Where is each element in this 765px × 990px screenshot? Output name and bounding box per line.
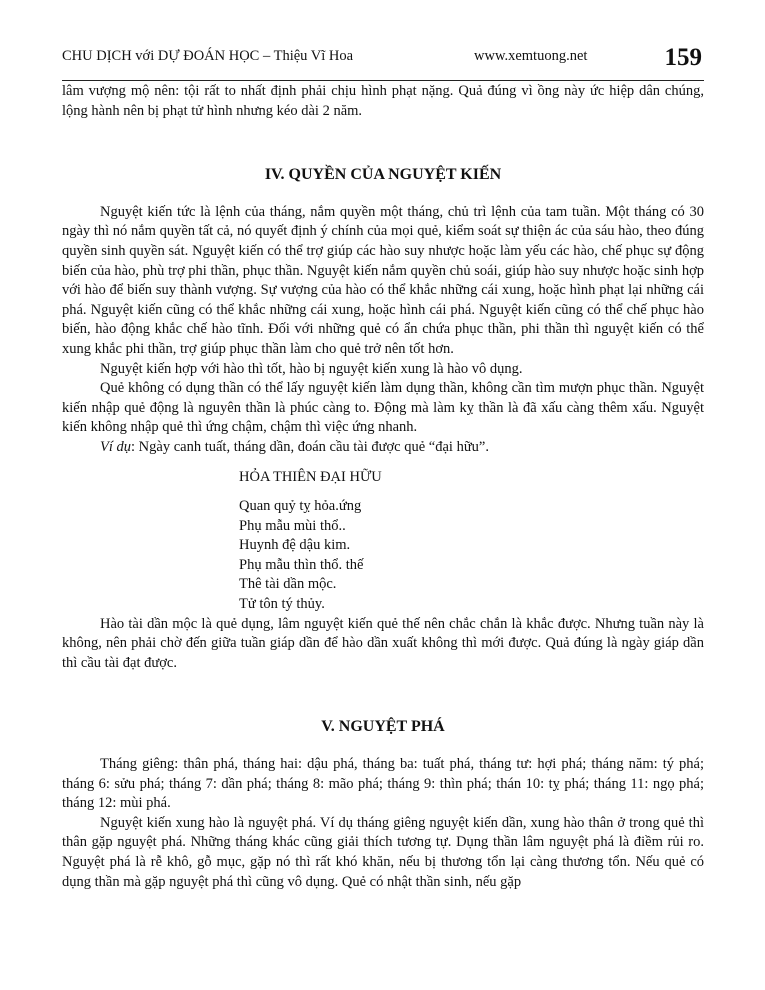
example-paragraph xyxy=(62,438,704,458)
example-text: : Ngày canh tuất, tháng dần, đoán cầu tài được quẻ “đại hữu”. xyxy=(131,438,489,455)
hexagram-line: Phụ mẫu thìn thổ. thế xyxy=(239,556,364,573)
website-link[interactable]: www.xemtuong.net xyxy=(474,48,588,64)
section-4-paragraph-2: Nguyệt kiến hợp với hào thì tốt, hào bị nguyệt kiến xung là hào vô dụng. xyxy=(100,360,523,377)
page-number: 159 xyxy=(664,44,702,71)
hexagram-name: HỎA THIÊN ĐẠI HỮU xyxy=(239,468,382,485)
hexagram-line: Phụ mẫu mùi thổ.. xyxy=(239,517,346,534)
hexagram-line: Tử tôn tý thủy. xyxy=(239,596,325,613)
page-header xyxy=(62,44,704,81)
section-4-heading: IV. QUYỀN CỦA NGUYỆT KIẾN xyxy=(264,166,502,184)
section-5-heading: V. NGUYỆT PHÁ xyxy=(321,718,445,736)
section-5-paragraph-1: Tháng giêng: thân phá, tháng hai: dậu phá, tháng ba: tuất phá, tháng tư: hợi phá; tháng năm: tý phá; tháng 6: sửu phá; tháng 7: dần phá; tháng 8: mão phá; tháng 9: thìn phá; thán 10: tỵ phá; tháng 11: ngọ phá; tháng 12: mùi phá. xyxy=(62,756,704,812)
example-label: Ví dụ xyxy=(100,438,132,455)
hexagram-line: Quan quỷ tỵ hỏa.ứng xyxy=(239,498,362,515)
section-4-paragraph-4: Hào tài dần mộc là quẻ dụng, lâm nguyệt kiến quẻ thế nên chắc chắn là khắc được. Nhưng tuần này là không, nên phải chờ đến giữa tuần giáp dần để hào dần xuất không thì mới được. Quả đúng là ngày giáp dần thì cầu tài đạt được. xyxy=(62,615,704,671)
book-title: CHU DỊCH với DỰ ĐOÁN HỌC – Thiệu Vĩ Hoa xyxy=(62,48,354,64)
hexagram-line: Thê tài dần mộc. xyxy=(239,576,337,593)
hexagram-block xyxy=(239,468,704,615)
page-body xyxy=(62,82,704,892)
intro-paragraph: lâm vượng mộ nên: tội rất to nhất định phải chịu hình phạt nặng. Quả đúng vì ồng này ức hiệp dân chúng, lộng hành nên bị phạt tử hình nhưng kéo dài 2 năm. xyxy=(62,83,704,119)
section-5-paragraph-2: Nguyệt kiến xung hào là nguyệt phá. Ví dụ tháng giêng nguyệt kiến dần, xung hào thân ở trong quẻ thì thân gặp nguyệt phá. Những tháng khác cũng giải thích tương tự. Dụng thần lâm nguyệt phá là điềm rủi ro. Nguyệt phá là rễ khô, gỗ mục, gặp nó thì rất khó khăn, nếu bị thương tổn lại càng thương tổn. Nếu quẻ có dụng thần mà gặp nguyệt phá thì cũng vô dụng. Quẻ có nhật thần sinh, nếu gặp xyxy=(62,814,704,890)
section-4-paragraph-1: Nguyệt kiến tức là lệnh của tháng, nắm quyền một tháng, chủ trì lệnh của tam tuần. Một tháng có 30 ngày thì nó nắm quyền tất cả, nó quyết định ý chính của mọi quẻ, kiểm soát sự thiện ác của sáu hào, theo đúng quyền sinh quyền sát. Nguyệt kiến có thể trợ giúp các hào suy nhược hoặc làm yếu các hào, chế phục sự động biến của hào, phù trợ phi thần, phục thần. Nguyệt kiến nắm quyền chủ soái, giúp hào suy nhược hoặc sinh hợp với hào để biến suy thành vượng. Sự vượng của hào có thể khắc những cái xung, hoặc hình phạt lại những cái phá. Nguyệt kiến cũng có thể khắc những cái xung, hoặc hình cái phá. Nguyệt kiến cũng có thể chế phục hào biến, hào động khắc chế hào tĩnh. Đối với những quẻ có ẩn chứa phục thần, phi thần thì nguyệt kiến có thể xung khắc phi thần, trợ giúp phục thần làm cho quẻ trở nên tốt hơn. xyxy=(62,203,704,357)
section-4-paragraph-3: Quẻ không có dụng thần có thể lấy nguyệt kiến làm dụng thần, không cần tìm mượn phục thần. Nguyệt kiến nhập quẻ động là nguyên thần là phúc càng to. Động mà làm kỵ thần là đã xấu càng thêm xấu. Nguyệt kiến không nhập quẻ thì ứng chậm, chậm thì việc ứng nhanh. xyxy=(62,380,704,436)
hexagram-line: Huynh đệ dậu kim. xyxy=(239,537,351,554)
